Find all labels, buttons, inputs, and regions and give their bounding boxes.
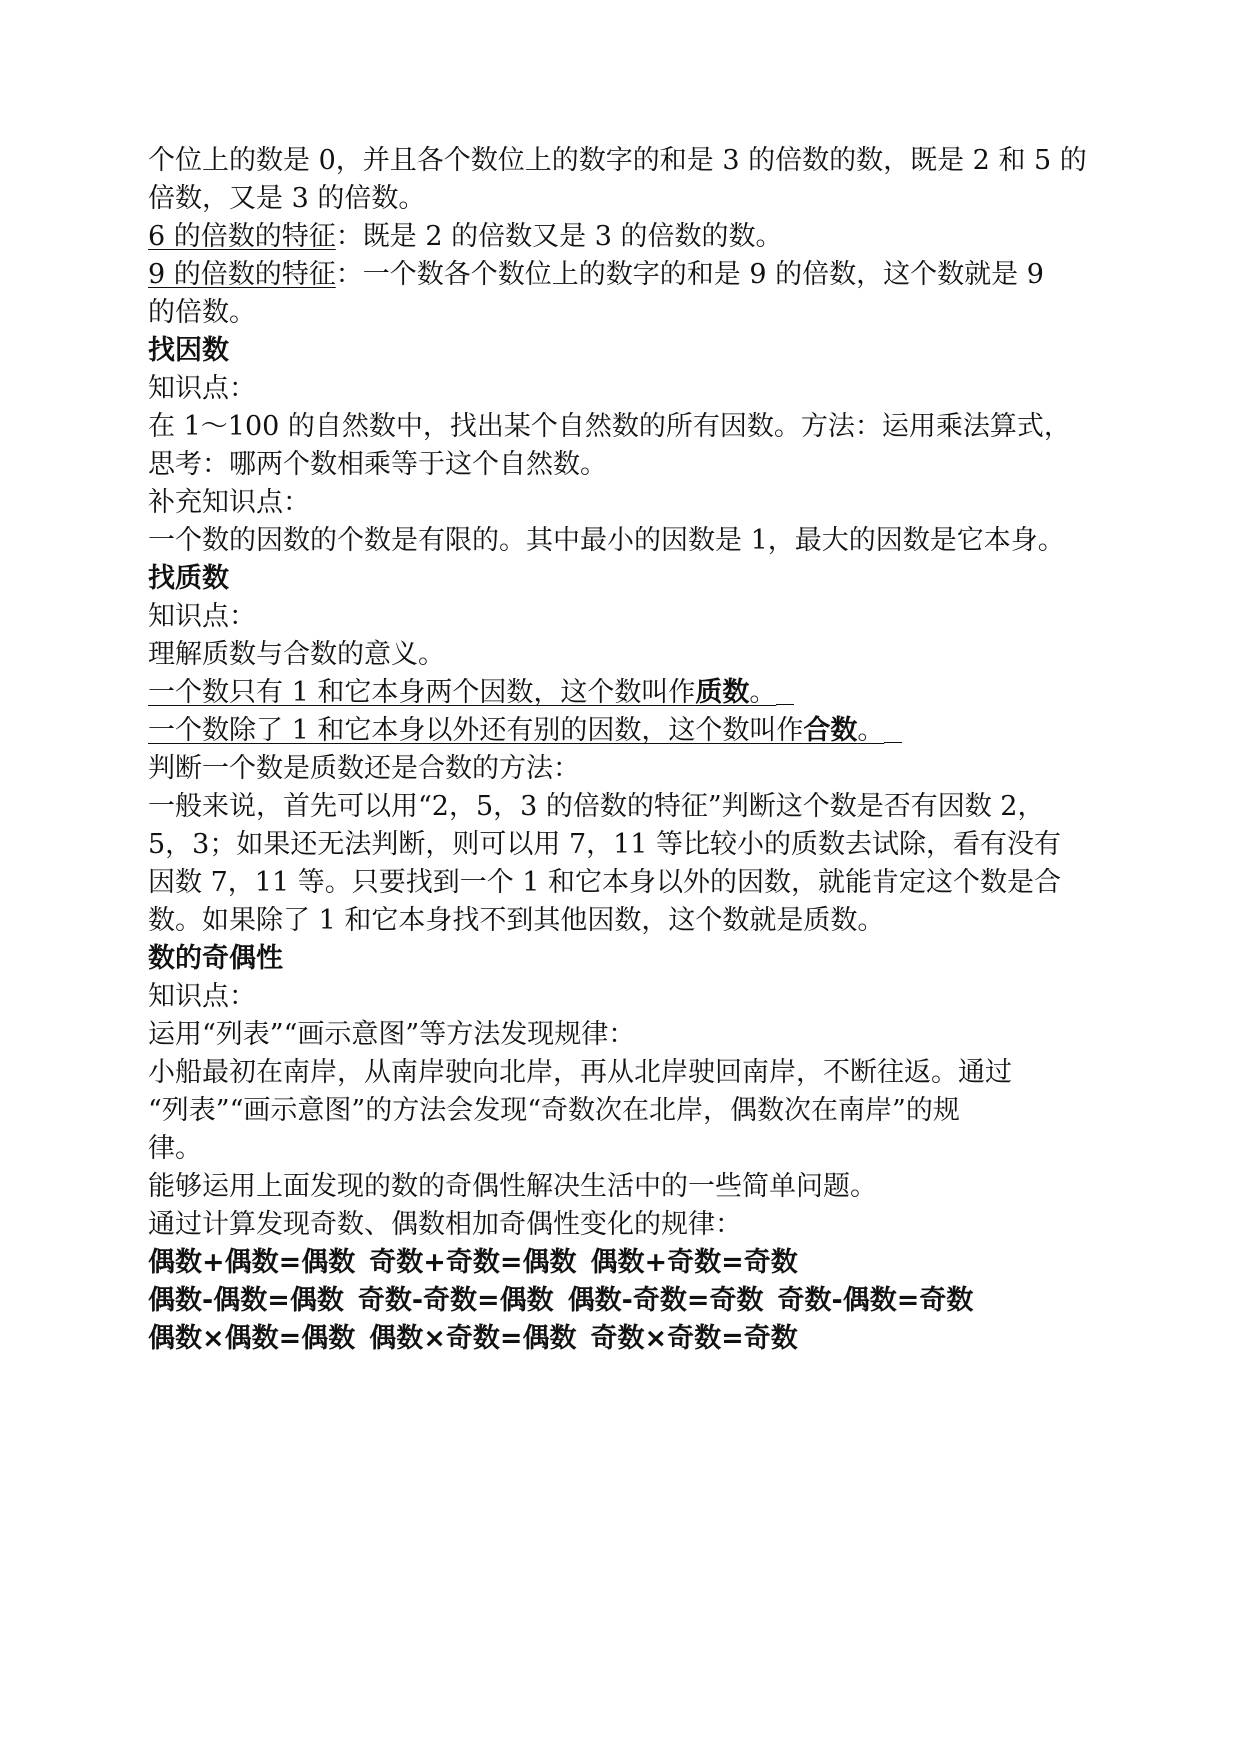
multiples-line-2: 倍数，又是 3 的倍数。	[148, 183, 426, 214]
subtraction-rule: 奇数-偶数=奇数	[777, 1285, 974, 1316]
addition-rule: 偶数+奇数=奇数	[590, 1247, 798, 1278]
primes-method-label: 判断一个数是质数还是合数的方法：	[148, 753, 580, 784]
six-multiples-text: ：既是 2 的倍数又是 3 的倍数的数。	[335, 221, 783, 252]
factors-line-2: 思考：哪两个数相乘等于这个自然数。	[148, 449, 607, 480]
prime-definition	[148, 674, 1128, 712]
prime-definition-end: 。	[749, 677, 777, 708]
subtraction-rules	[148, 1282, 1128, 1320]
multiplication-rule: 奇数×奇数=奇数	[590, 1323, 798, 1354]
composite-definition-end: 。	[857, 715, 885, 746]
subtraction-rule: 偶数-奇数=奇数	[567, 1285, 764, 1316]
parity-line-5: 能够运用上面发现的数的奇偶性解决生活中的一些简单问题。	[148, 1171, 877, 1202]
addition-rule: 偶数+偶数=偶数	[148, 1247, 356, 1278]
nine-multiples-rule	[148, 256, 1128, 294]
underline-tail	[776, 674, 794, 705]
six-multiples-rule	[148, 218, 1128, 256]
nine-multiples-text: ：一个数各个数位上的数字的和是 9 的倍数，这个数就是 9	[335, 259, 1044, 290]
prime-term: 质数	[695, 677, 750, 708]
multiples-line-1: 个位上的数是 0，并且各个数位上的数字的和是 3 的倍数的数，既是 2 和 5 的	[148, 145, 1087, 176]
factors-line-1: 在 1～100 的自然数中，找出某个自然数的所有因数。方法：运用乘法算式，	[148, 411, 1071, 442]
parity-line-1: 运用“列表”“画示意图”等方法发现规律：	[148, 1019, 636, 1050]
addition-rules	[148, 1244, 1128, 1282]
factors-heading: 找因数	[148, 335, 229, 366]
parity-line-2: 小船最初在南岸，从南岸驶向北岸，再从北岸驶回南岸，不断往返。通过	[148, 1057, 1012, 1088]
primes-knowledge-label: 知识点：	[148, 601, 256, 632]
composite-definition-text: 一个数除了 1 和它本身以外还有别的因数，这个数叫作	[148, 715, 804, 746]
multiplication-rules	[148, 1320, 1128, 1358]
primes-method-line-4: 数。如果除了 1 和它本身找不到其他因数，这个数就是质数。	[148, 905, 885, 936]
composite-term: 合数	[803, 715, 858, 746]
factors-knowledge-label: 知识点：	[148, 373, 256, 404]
document-page	[148, 142, 1128, 1358]
subtraction-rule: 偶数-偶数=偶数	[148, 1285, 344, 1316]
addition-rule: 奇数+奇数=偶数	[369, 1247, 577, 1278]
parity-line-4: 律。	[148, 1133, 202, 1164]
underline-tail	[884, 712, 902, 743]
multiplication-rule: 偶数×奇数=偶数	[369, 1323, 577, 1354]
prime-definition-text: 一个数只有 1 和它本身两个因数，这个数叫作	[148, 677, 696, 708]
parity-knowledge-label: 知识点：	[148, 981, 256, 1012]
composite-definition	[148, 712, 1128, 750]
multiplication-rule: 偶数×偶数=偶数	[148, 1323, 356, 1354]
parity-heading: 数的奇偶性	[148, 943, 283, 974]
primes-method-line-2: 5，3；如果还无法判断，则可以用 7，11 等比较小的质数去试除，看有没有	[148, 829, 1062, 860]
factors-supplement-text: 一个数的因数的个数是有限的。其中最小的因数是 1，最大的因数是它本身。	[148, 525, 1065, 556]
six-multiples-label: 6 的倍数的特征	[148, 221, 336, 252]
primes-method-line-1: 一般来说，首先可以用“2，5，3 的倍数的特征”判断这个数是否有因数 2，	[148, 791, 1045, 822]
nine-multiples-label: 9 的倍数的特征	[148, 259, 336, 290]
primes-method-line-3: 因数 7，11 等。只要找到一个 1 和它本身以外的因数，就能肯定这个数是合	[148, 867, 1062, 898]
nine-multiples-text-2: 的倍数。	[148, 297, 256, 328]
parity-line-3: “列表”“画示意图”的方法会发现“奇数次在北岸，偶数次在南岸”的规	[148, 1095, 960, 1126]
primes-heading: 找质数	[148, 563, 229, 594]
primes-line-1: 理解质数与合数的意义。	[148, 639, 445, 670]
subtraction-rule: 奇数-奇数=偶数	[357, 1285, 554, 1316]
factors-supplement-label: 补充知识点：	[148, 487, 310, 518]
parity-line-6: 通过计算发现奇数、偶数相加奇偶性变化的规律：	[148, 1209, 742, 1240]
